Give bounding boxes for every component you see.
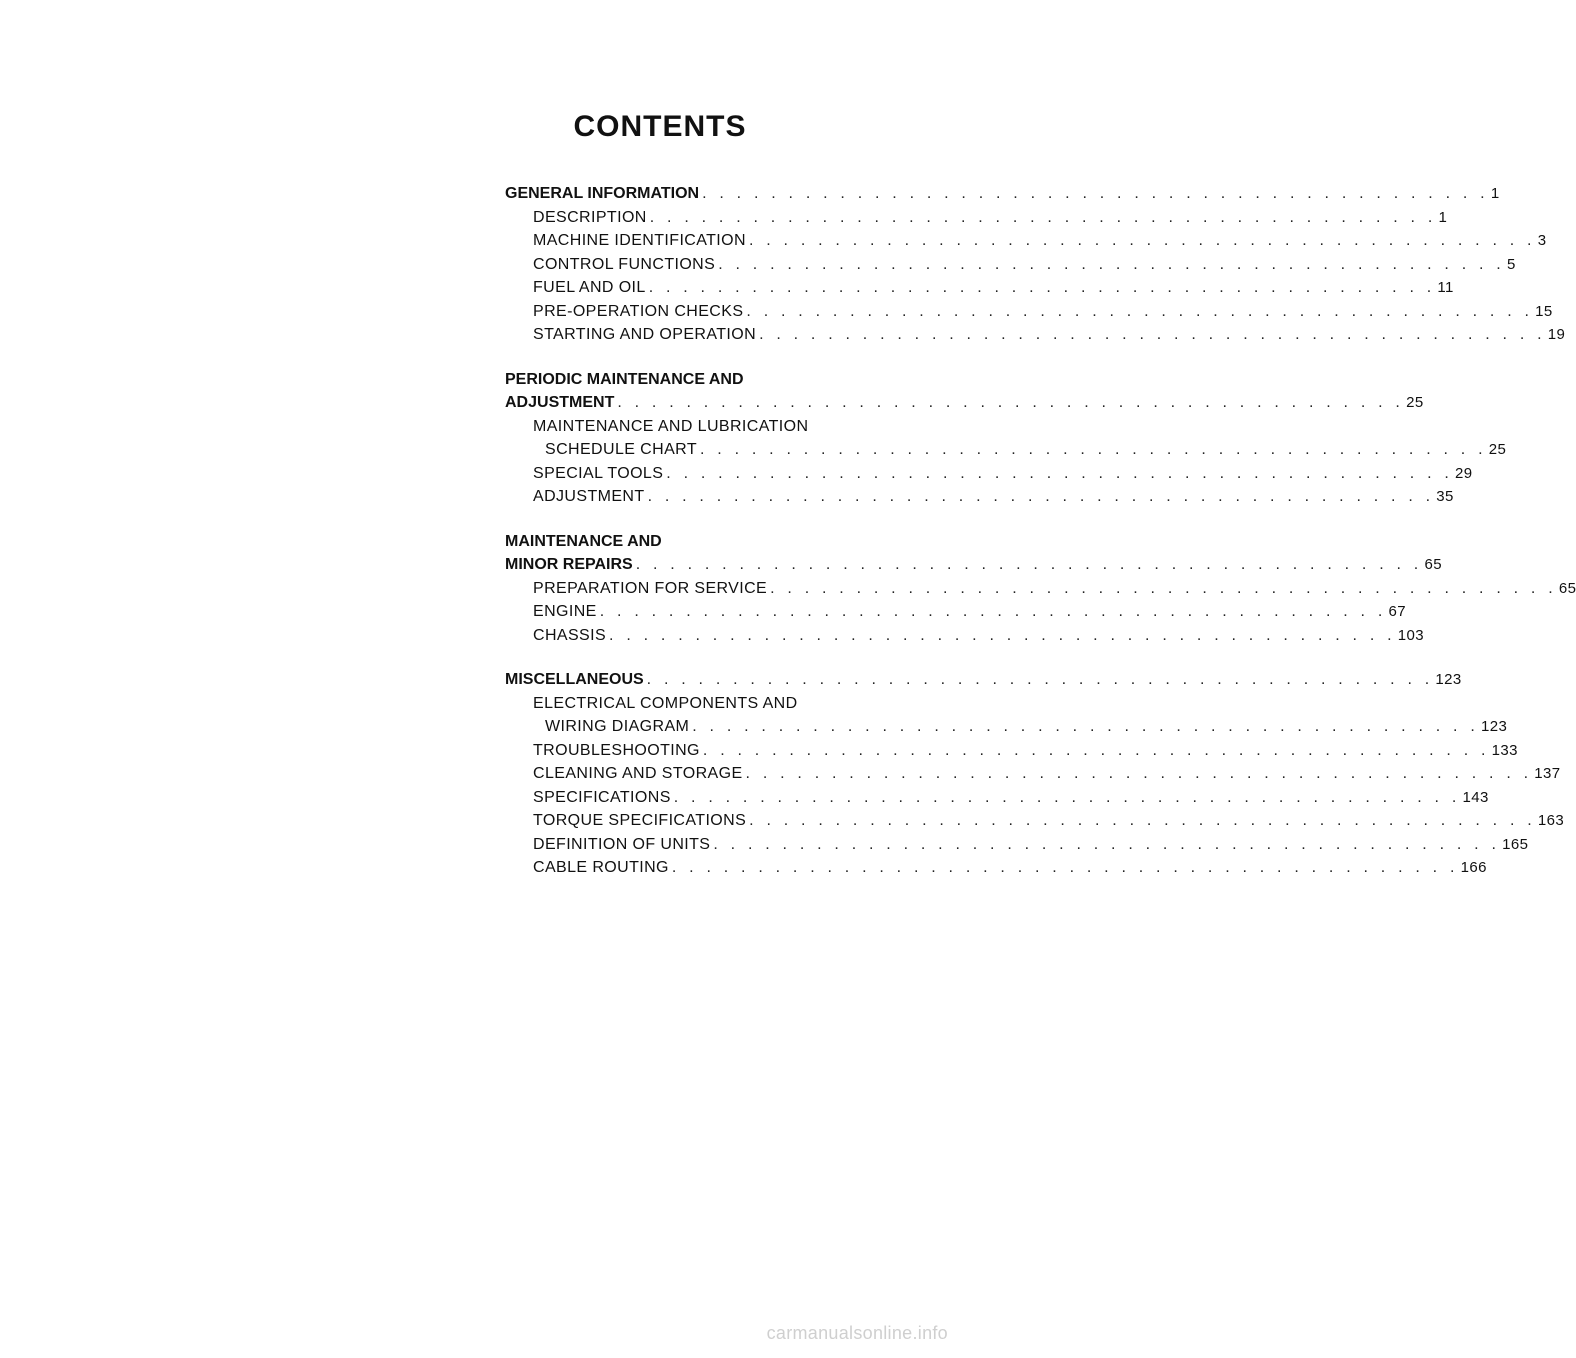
leader-dots: . . . . . . . . . . . . . . . . . . . . . . . . . . . . . . . . . . . . . . . . . . . . . . — [617, 394, 1405, 411]
toc-entry-label-line: MAINTENANCE AND LUBRICATION — [533, 417, 809, 435]
leader-dots: . . . . . . . . . . . . . . . . . . . . . . . . . . . . . . . . . . . . . . . . . . . . . . — [702, 741, 1490, 759]
toc-entry[interactable] — [505, 276, 1454, 300]
toc-entry-label: ENGINE — [533, 603, 597, 620]
toc-page-number: 35 — [1436, 488, 1454, 505]
toc-page-number: 25 — [1406, 394, 1424, 411]
toc-page-number: 5 — [1506, 255, 1516, 273]
toc-entry-label: SPECIFICATIONS — [533, 788, 671, 806]
leader-dots: . . . . . . . . . . . . . . . . . . . . . . . . . . . . . . . . . . . . . . . . . . . . . . — [700, 441, 1487, 458]
leader-dots: . . . . . . . . . . . . . . . . . . . . . . . . . . . . . . . . . . . . . . . . . . . . . . — [635, 556, 1423, 573]
toc-entry[interactable] — [505, 809, 1565, 833]
leader-dots: . . . . . . . . . . . . . . . . . . . . . . . . . . . . . . . . . . . . . . . . . . . . . . — [648, 279, 1436, 296]
toc-section — [505, 182, 1566, 347]
toc-entry-label: PREPARATION FOR SERVICE — [533, 579, 768, 597]
toc-entry-label: WIRING DIAGRAM — [545, 718, 690, 735]
toc-entry[interactable] — [505, 762, 1561, 786]
leader-dots: . . . . . . . . . . . . . . . . . . . . . . . . . . . . . . . . . . . . . . . . . . . . . . — [702, 185, 1489, 202]
leader-dots: . . . . . . . . . . . . . . . . . . . . . . . . . . . . . . . . . . . . . . . . . . . . . . — [745, 765, 1533, 782]
toc-entry-label: MINOR REPAIRS — [505, 556, 633, 573]
toc-page-number: 133 — [1491, 741, 1518, 759]
toc-entry[interactable] — [505, 786, 1489, 810]
table-of-contents — [505, 182, 1576, 901]
leader-dots: . . . . . . . . . . . . . . . . . . . . . . . . . . . . . . . . . . . . . . . . . . . . . . — [749, 812, 1536, 829]
section-heading-entry[interactable] — [505, 182, 1500, 206]
section-heading-entry[interactable] — [505, 553, 1442, 577]
leader-dots: . . . . . . . . . . . . . . . . . . . . . . . . . . . . . . . . . . . . . . . . . . . . . . — [770, 579, 1557, 597]
toc-page-number: 29 — [1455, 464, 1473, 482]
leader-dots: . . . . . . . . . . . . . . . . . . . . . . . . . . . . . . . . . . . . . . . . . . . . . . — [748, 232, 1536, 249]
toc-entry[interactable] — [505, 462, 1473, 486]
toc-page-number: 3 — [1537, 232, 1547, 249]
toc-entry-label: MISCELLANEOUS — [505, 671, 644, 688]
toc-page-number: 25 — [1488, 441, 1507, 458]
toc-page-number: 11 — [1437, 279, 1454, 296]
toc-page-number: 19 — [1547, 326, 1566, 343]
toc-entry[interactable] — [505, 253, 1516, 277]
toc-entry[interactable] — [505, 856, 1487, 880]
toc-entry-label: DEFINITION OF UNITS — [533, 835, 711, 853]
leader-dots: . . . . . . . . . . . . . . . . . . . . . . . . . . . . . . . . . . . . . . . . . . . . . . — [649, 208, 1437, 226]
toc-entry-label: DESCRIPTION — [533, 208, 647, 226]
toc-page-number: 103 — [1397, 626, 1425, 644]
toc-page-number: 15 — [1535, 302, 1553, 320]
toc-entry-label: CLEANING AND STORAGE — [533, 765, 743, 782]
toc-entry[interactable] — [505, 229, 1547, 253]
toc-page-number: 137 — [1534, 765, 1561, 782]
leader-dots: . . . . . . . . . . . . . . . . . . . . . . . . . . . . . . . . . . . . . . . . . . . . . . — [671, 859, 1459, 876]
toc-entry-label-line: ELECTRICAL COMPONENTS AND — [533, 694, 798, 712]
toc-page-number: 67 — [1388, 603, 1406, 620]
toc-page-number: 166 — [1460, 859, 1487, 876]
leader-dots: . . . . . . . . . . . . . . . . . . . . . . . . . . . . . . . . . . . . . . . . . . . . . . — [759, 326, 1546, 343]
toc-entry-label: ADJUSTMENT — [505, 394, 615, 411]
toc-page-number: 163 — [1537, 812, 1565, 829]
toc-entry[interactable] — [505, 600, 1406, 624]
toc-entry-label: FUEL AND OIL — [533, 279, 646, 296]
section-heading-entry[interactable] — [505, 391, 1424, 415]
toc-entry[interactable] — [505, 833, 1529, 857]
toc-entry-label: MACHINE IDENTIFICATION — [533, 232, 746, 249]
toc-entry-label: SCHEDULE CHART — [545, 441, 697, 458]
leader-dots: . . . . . . . . . . . . . . . . . . . . . . . . . . . . . . . . . . . . . . . . . . . . . . — [746, 302, 1534, 320]
leader-dots: . . . . . . . . . . . . . . . . . . . . . . . . . . . . . . . . . . . . . . . . . . . . . . — [646, 671, 1434, 688]
toc-entry-label: TROUBLESHOOTING — [533, 741, 700, 759]
section-heading-entry[interactable] — [505, 668, 1462, 692]
leader-dots: . . . . . . . . . . . . . . . . . . . . . . . . . . . . . . . . . . . . . . . . . . . . . . — [599, 603, 1387, 620]
toc-entry[interactable] — [505, 438, 1507, 462]
toc-page-number: 123 — [1481, 718, 1508, 735]
section-heading-line: PERIODIC MAINTENANCE AND — [505, 370, 744, 388]
toc-entry[interactable] — [505, 624, 1425, 648]
leader-dots: . . . . . . . . . . . . . . . . . . . . . . . . . . . . . . . . . . . . . . . . . . . . . . — [673, 788, 1461, 806]
toc-page-number: 123 — [1435, 671, 1462, 688]
toc-section — [505, 368, 1507, 509]
toc-section — [505, 668, 1565, 880]
section-heading-line: MAINTENANCE AND — [505, 532, 662, 550]
toc-entry-label: TORQUE SPECIFICATIONS — [533, 812, 747, 829]
toc-page-number: 65 — [1558, 579, 1576, 597]
toc-page-number: 1 — [1490, 185, 1500, 202]
toc-entry-label: STARTING AND OPERATION — [533, 326, 757, 343]
leader-dots: . . . . . . . . . . . . . . . . . . . . . . . . . . . . . . . . . . . . . . . . . . . . . . — [647, 488, 1435, 505]
toc-section — [505, 530, 1576, 648]
toc-entry-label: CHASSIS — [533, 626, 607, 644]
toc-entry[interactable] — [505, 715, 1508, 739]
toc-entry[interactable] — [505, 206, 1448, 230]
toc-entry-label: CABLE ROUTING — [533, 859, 669, 876]
toc-entry-label: PRE-OPERATION CHECKS — [533, 302, 744, 320]
leader-dots: . . . . . . . . . . . . . . . . . . . . . . . . . . . . . . . . . . . . . . . . . . . . . . — [718, 255, 1505, 273]
toc-entry-label: CONTROL FUNCTIONS — [533, 255, 716, 273]
leader-dots: . . . . . . . . . . . . . . . . . . . . . . . . . . . . . . . . . . . . . . . . . . . . . . — [692, 718, 1479, 735]
toc-entry-label: SPECIAL TOOLS — [533, 464, 664, 482]
toc-entry[interactable] — [505, 323, 1566, 347]
toc-entry-label: ADJUSTMENT — [533, 488, 645, 505]
toc-page-number: 165 — [1502, 835, 1529, 853]
leader-dots: . . . . . . . . . . . . . . . . . . . . . . . . . . . . . . . . . . . . . . . . . . . . . . — [609, 626, 1396, 644]
toc-page-number: 65 — [1424, 556, 1442, 573]
leader-dots: . . . . . . . . . . . . . . . . . . . . . . . . . . . . . . . . . . . . . . . . . . . . . . — [666, 464, 1454, 482]
toc-page-number: 143 — [1462, 788, 1489, 806]
toc-entry[interactable] — [505, 577, 1576, 601]
toc-entry[interactable] — [505, 739, 1518, 763]
page-title: CONTENTS — [573, 110, 747, 143]
toc-entry-label: GENERAL INFORMATION — [505, 185, 700, 202]
watermark-text: carmanualsonline.info — [766, 1323, 948, 1343]
leader-dots: . . . . . . . . . . . . . . . . . . . . . . . . . . . . . . . . . . . . . . . . . . . . . . — [713, 835, 1501, 853]
toc-entry[interactable] — [505, 300, 1553, 324]
toc-entry[interactable] — [505, 485, 1454, 509]
toc-page-number: 1 — [1438, 208, 1448, 226]
